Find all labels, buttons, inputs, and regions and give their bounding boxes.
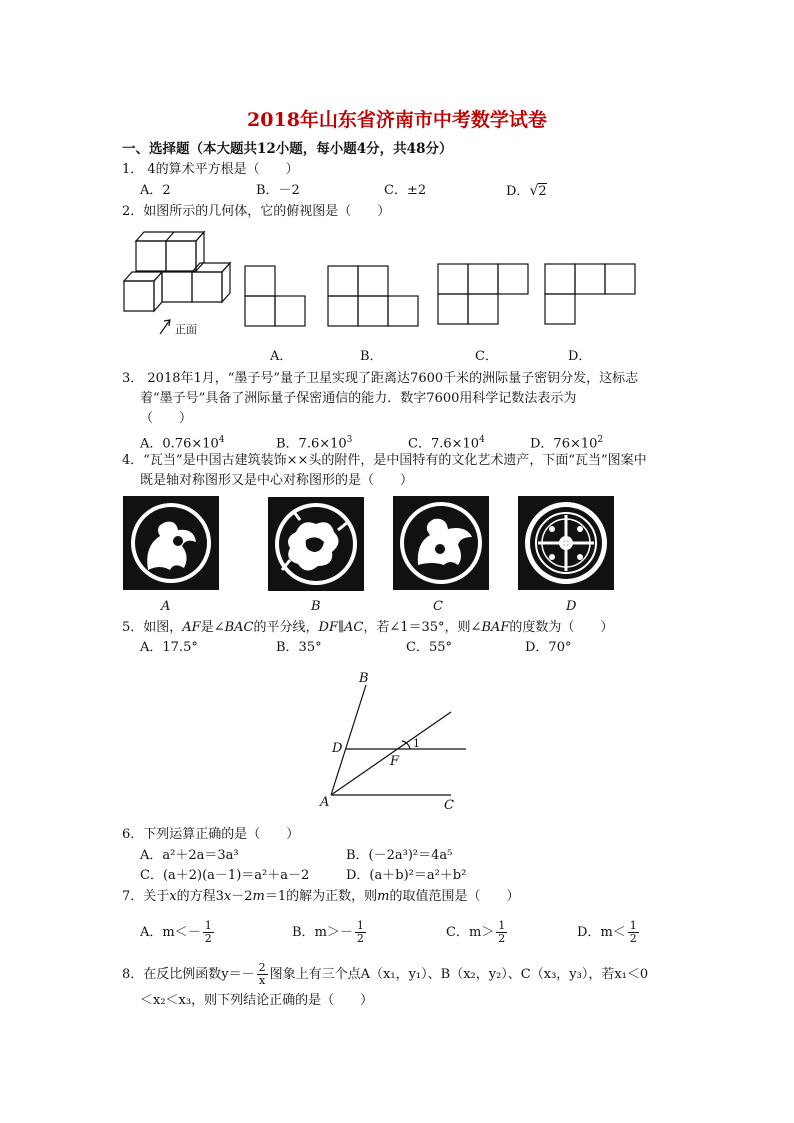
q1-option-d: D．√2 <box>506 183 547 199</box>
tile-label-b: B <box>311 599 321 614</box>
q2-label-a: A． <box>270 349 293 364</box>
q5-label-d: D <box>332 741 343 756</box>
q8-line2: ＜x₂＜x₃，则下列结论正确的是（ ） <box>140 993 374 1008</box>
q3-option-a: A．$0.76\times 10^4$ <box>140 435 225 452</box>
q7-stem: 7．关于x的方程3x－2m＝1的解为正数，则m的取值范围是（ ） <box>122 889 520 904</box>
q1-option-b: B．－2 <box>256 183 300 198</box>
q3-line3: （ ） <box>140 411 193 426</box>
q4-line2: 既是轴对称图形又是中心对称图形的是（ ） <box>140 473 414 488</box>
q2-label-b: B． <box>360 349 383 364</box>
front-label: 正面 <box>175 324 197 336</box>
q5-label-a: A <box>320 795 330 810</box>
q6-option-d: D．(a＋b)²＝a²＋b² <box>346 868 467 883</box>
q1-option-a: A．2 <box>140 183 171 198</box>
q6-stem: 6．下列运算正确的是（ ） <box>122 827 300 842</box>
q5-label-angle1: 1 <box>413 737 420 750</box>
q6-option-c: C．(a＋2)(a－1)＝a²＋a－2 <box>140 868 310 883</box>
q2-stem: 2．如图所示的几何体，它的俯视图是（ ） <box>122 204 391 219</box>
q6-option-b: B．(－2a³)²＝4a⁵ <box>346 848 453 863</box>
q7-option-a: A．m＜－ $\frac{1}{2}$ <box>140 919 212 945</box>
tile-label-a: A <box>161 599 171 614</box>
q3-line1: 3． 2018年1月，“墨子号”量子卫星实现了距离达7600千米的洲际量子密钥分发，这标志 <box>122 371 639 386</box>
q6-option-a: A．a²＋2a＝3a³ <box>140 848 239 863</box>
q2-label-c: C． <box>475 349 498 364</box>
q1-stem: 1． 4的算术平方根是（ ） <box>122 162 299 177</box>
q1-option-c: C．±2 <box>384 183 427 198</box>
q5-label-c: C <box>444 798 454 813</box>
q8-line1: 8．在反比例函数y＝－ $\frac{2}{x}$ 图象上有三个点A（x₁，y₁）、B（x₂，y₂）、C（x₃，y₃），若x₁＜0 <box>122 961 649 987</box>
q4-line1: 4．“瓦当”是中国古建筑装饰××头的附件，是中国特有的文化艺术遗产，下面“瓦当”图案中 <box>122 453 647 468</box>
q7-option-d: D．m＜ $\frac{1}{2}$ <box>577 919 637 945</box>
q7-option-c: C．m＞ $\frac{1}{2}$ <box>446 919 506 945</box>
q5-option-a: A．17.5° <box>140 640 198 655</box>
q3-option-b: B．$7.6\times 10^3$ <box>276 435 353 452</box>
q5-option-c: C．55° <box>406 640 452 655</box>
q5-stem: 5．如图，AF是∠BAC的平分线，DF∥AC，若∠1＝35°，则∠BAF的度数为（ ） <box>122 620 614 635</box>
q7-option-b: B．m＞－ $\frac{1}{2}$ <box>292 919 364 945</box>
q2-label-d: D． <box>568 349 592 364</box>
page-title: 2018年山东省济南市中考数学试卷 <box>247 109 547 131</box>
tile-label-d: D <box>566 599 577 614</box>
q5-option-d: D．70° <box>525 640 572 655</box>
q3-option-c: C．$7.6\times 10^4$ <box>408 435 485 452</box>
q5-label-b: B <box>359 671 369 686</box>
q3-line2: 着“墨子号”具备了洲际量子保密通信的能力．数字7600用科学记数法表示为 <box>140 391 577 406</box>
tile-label-c: C <box>433 599 443 614</box>
q3-option-d: D．$76\times 10^2$ <box>530 435 604 452</box>
section-heading: 一、选择题（本大题共12小题，每小题4分，共48分） <box>122 141 453 157</box>
q5-label-f: F <box>390 754 400 769</box>
q5-option-b: B．35° <box>276 640 322 655</box>
